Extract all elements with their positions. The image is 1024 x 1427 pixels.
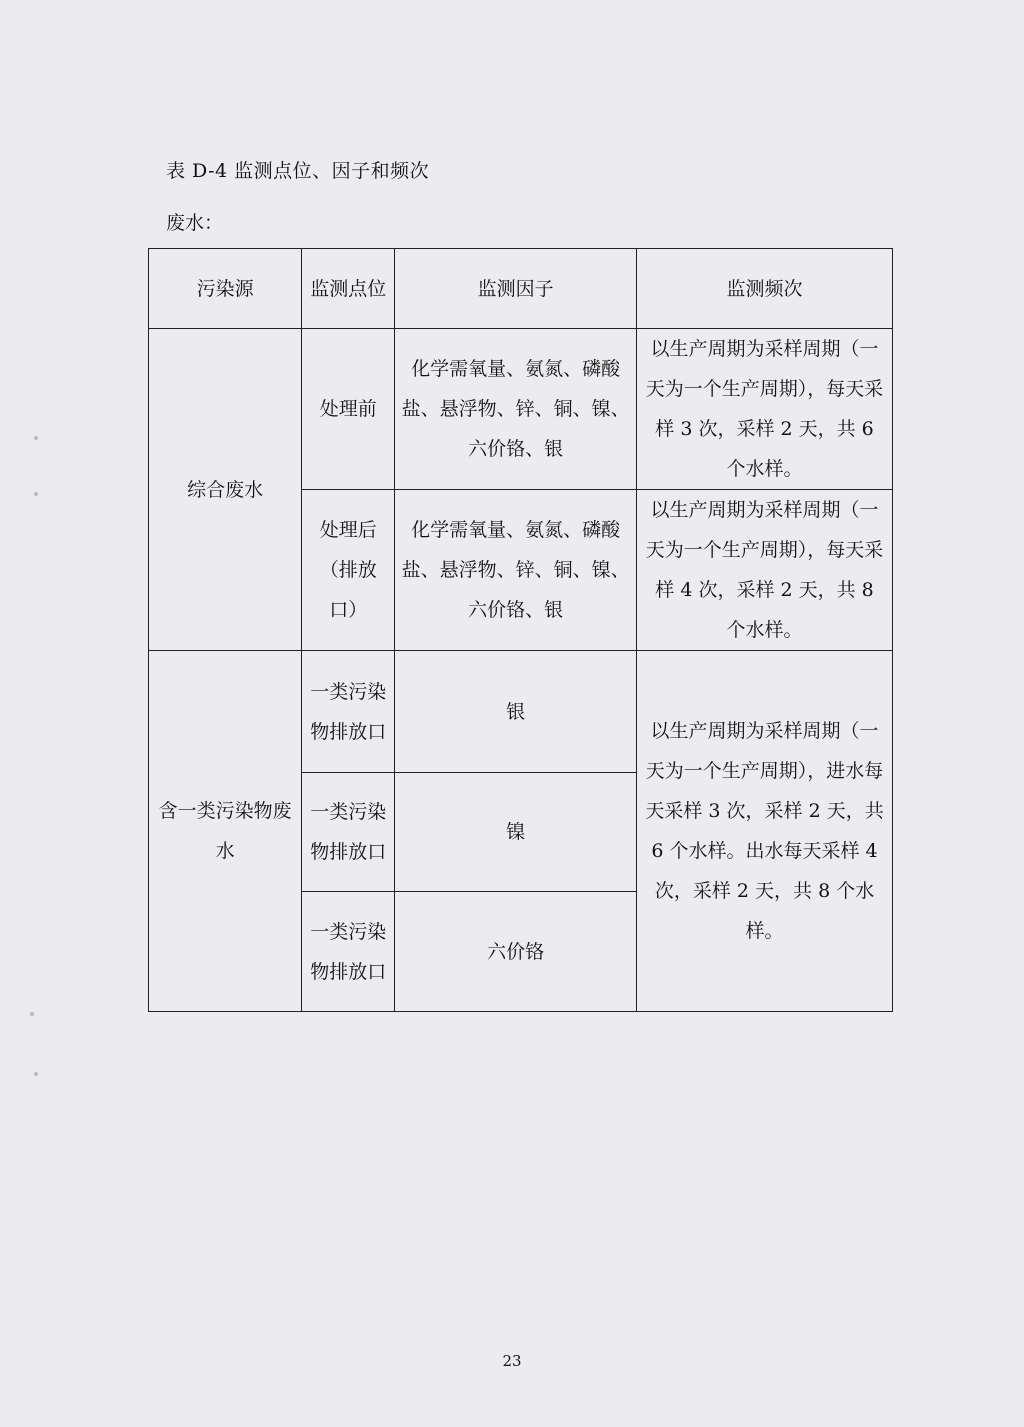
point-cell: 处理前 [302, 329, 395, 490]
table-header-row [149, 249, 893, 329]
table-row [149, 329, 893, 490]
header-source: 污染源 [149, 249, 302, 329]
factor-cell: 银 [395, 651, 637, 773]
source-cell: 综合废水 [149, 329, 302, 651]
point-cell: 一类污染物排放口 [302, 892, 395, 1012]
source-cell: 含一类污染物废水 [149, 651, 302, 1012]
header-point: 监测点位 [302, 249, 395, 329]
frequency-cell: 以生产周期为采样周期（一天为一个生产周期），每天采样 3 次，采样 2 天，共 6 个水样。 [637, 329, 893, 490]
header-factor: 监测因子 [395, 249, 637, 329]
binding-hole-mark [30, 1012, 34, 1016]
frequency-cell: 以生产周期为采样周期（一天为一个生产周期），每天采样 4 次，采样 2 天，共 8 个水样。 [637, 490, 893, 651]
header-frequency: 监测频次 [637, 249, 893, 329]
table-row [149, 651, 893, 773]
binding-hole-mark [34, 1072, 38, 1076]
binding-hole-mark [34, 492, 38, 496]
point-cell: 一类污染物排放口 [302, 651, 395, 773]
factor-cell: 六价铬 [395, 892, 637, 1012]
binding-hole-mark [34, 436, 38, 440]
monitoring-table [148, 248, 893, 1012]
table-caption: 表 D-4 监测点位、因子和频次 [166, 160, 430, 182]
section-label: 废水： [166, 212, 224, 234]
page-number: 23 [502, 1352, 522, 1370]
factor-cell: 化学需氧量、氨氮、磷酸盐、悬浮物、锌、铜、镍、六价铬、银 [395, 490, 637, 651]
factor-cell: 化学需氧量、氨氮、磷酸盐、悬浮物、锌、铜、镍、六价铬、银 [395, 329, 637, 490]
point-cell: 处理后（排放口） [302, 490, 395, 651]
factor-cell: 镍 [395, 773, 637, 892]
frequency-cell: 以生产周期为采样周期（一天为一个生产周期），进水每天采样 3 次，采样 2 天，共 6 个水样。出水每天采样 4 次，采样 2 天，共 8 个水样。 [637, 651, 893, 1012]
point-cell: 一类污染物排放口 [302, 773, 395, 892]
